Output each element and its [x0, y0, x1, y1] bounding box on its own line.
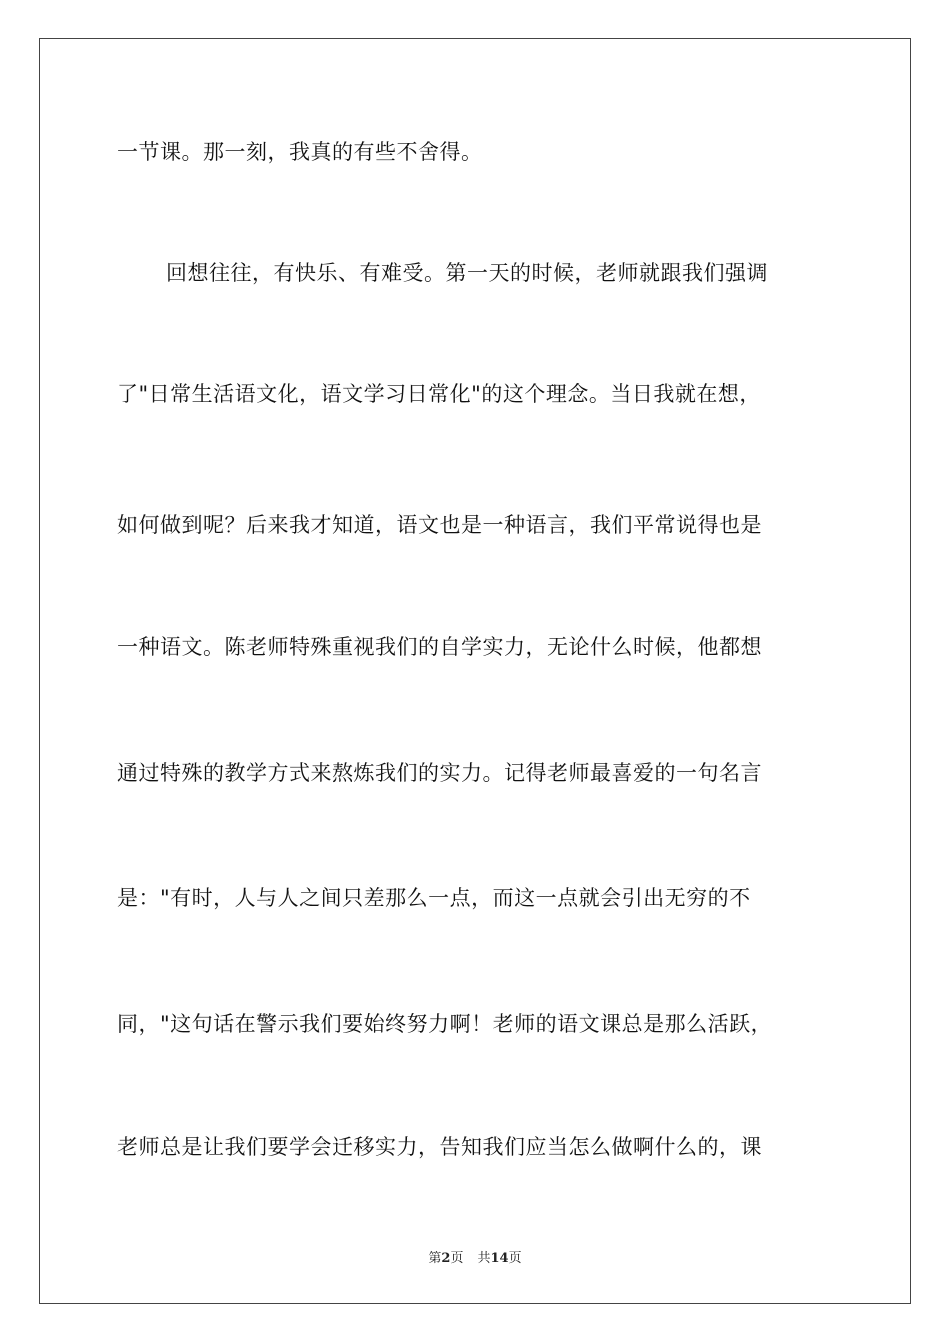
- page-number: 2: [441, 1251, 451, 1266]
- page-suffix: 页: [450, 1251, 464, 1266]
- total-suffix: 页: [508, 1251, 522, 1266]
- text-line-6: 通过特殊的教学方式来熬炼我们的实力。记得老师最喜爱的一句名言: [117, 761, 762, 785]
- text-line-3: 了"日常生活语文化，语文学习日常化"的这个理念。当日我就在想，: [117, 382, 761, 406]
- text-line-5: 一种语文。陈老师特殊重视我们的自学实力，无论什么时候，他都想: [117, 635, 762, 659]
- page-footer: [0, 1247, 950, 1266]
- text-line-7: 是："有时，人与人之间只差那么一点，而这一点就会引出无穷的不: [117, 886, 751, 910]
- page-prefix: 第: [428, 1251, 442, 1266]
- text-line-4: 如何做到呢？后来我才知道，语文也是一种语言，我们平常说得也是: [117, 513, 762, 537]
- page-frame: [39, 38, 911, 1304]
- text-line-8: 同，"这句话在警示我们要始终努力啊！老师的语文课总是那么活跃，: [117, 1012, 773, 1036]
- text-line-1: 一节课。那一刻，我真的有些不舍得。: [117, 140, 483, 164]
- total-prefix: 共: [477, 1251, 491, 1266]
- total-pages: 14: [490, 1251, 509, 1266]
- text-line-9: 老师总是让我们要学会迁移实力，告知我们应当怎么做啊什么的，课: [117, 1135, 762, 1159]
- text-line-2: 回想往往，有快乐、有难受。第一天的时候，老师就跟我们强调: [166, 261, 768, 285]
